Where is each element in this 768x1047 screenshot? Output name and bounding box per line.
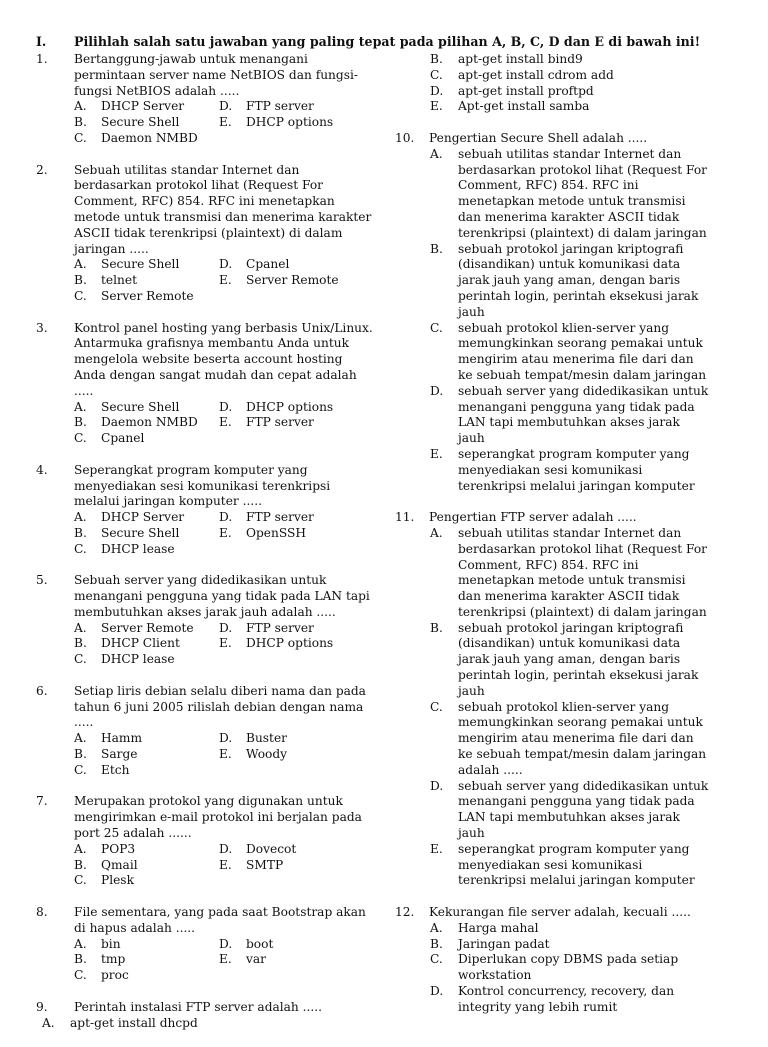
option-b	[74, 952, 219, 968]
option-letter: C.	[430, 699, 443, 714]
option-grid	[74, 937, 376, 984]
option-b	[395, 937, 740, 953]
option-text: bin	[101, 936, 121, 951]
question-stem: Pengertian Secure Shell adalah .....	[429, 130, 648, 145]
question-5	[36, 573, 376, 668]
option-letter: D.	[219, 841, 233, 856]
option-letter: C.	[74, 431, 87, 446]
option-c	[74, 131, 219, 147]
option-c	[395, 321, 740, 384]
option-text: Sarge	[101, 747, 138, 762]
question-9	[36, 1000, 376, 1032]
option-letter: B.	[74, 525, 87, 540]
option-text: Diperlukan copy DBMS pada setiap workstation	[458, 952, 679, 983]
option-c	[395, 952, 740, 984]
option-letter: D.	[219, 99, 233, 114]
option-letter: D.	[219, 936, 233, 951]
question-7	[36, 794, 376, 889]
option-list	[395, 526, 740, 889]
option-e	[219, 858, 376, 874]
option-text: Cpanel	[101, 431, 145, 446]
option-letter: A.	[430, 920, 443, 935]
option-a	[74, 731, 219, 747]
option-b	[395, 52, 740, 68]
option-a	[395, 921, 740, 937]
option-letter: E.	[430, 99, 443, 114]
option-letter: A.	[74, 841, 87, 856]
option-letter: C.	[430, 67, 443, 82]
option-c	[74, 431, 219, 447]
option-grid	[74, 510, 376, 557]
option-letter: E.	[219, 115, 232, 130]
option-text: Qmail	[101, 857, 138, 872]
option-b	[74, 747, 219, 763]
option-letter: A.	[74, 99, 87, 114]
question-1	[36, 52, 376, 147]
option-letter: C.	[430, 320, 443, 335]
option-e	[219, 273, 376, 289]
option-text: Server Remote	[101, 288, 194, 303]
option-d	[395, 984, 740, 1016]
option-text: Jaringan padat	[458, 936, 550, 951]
question-number: 12.	[395, 905, 415, 920]
option-e	[219, 952, 376, 968]
option-letter: C.	[74, 541, 87, 556]
option-letter: E.	[219, 525, 232, 540]
option-text: apt-get install bind9	[458, 52, 583, 66]
option-text: apt-get install cdrom add	[458, 67, 614, 82]
option-letter: A.	[74, 257, 87, 272]
option-d	[219, 400, 376, 416]
question-stem: Sebuah utilitas standar Internet dan berdasarkan protokol lihat (Request For Comment, RFC) 854. RFC ini menetapkan metode untuk transmisi dan menerima karakter ASCII tidak terenkripsi (plaintext) di dalam jaringan .....	[74, 162, 372, 256]
option-text: sebuah protokol klien-server yang memungkinkan seorang pemakai untuk mengirim atau menerima file dari dan ke sebuah tempat/mesin dalam jaringan	[458, 320, 707, 382]
option-letter: C.	[74, 652, 87, 667]
option-text: telnet	[101, 273, 137, 288]
option-grid	[74, 731, 376, 778]
question-number: 6.	[36, 683, 48, 698]
instruction-text: Pilihlah salah satu jawaban yang paling tepat pada pilihan A, B, C, D dan E di bawah ini!	[74, 34, 701, 49]
option-letter: B.	[430, 241, 443, 256]
option-text: sebuah server yang didedikasikan untuk menangani pengguna yang tidak pada LAN tapi membutuhkan akses jarak jauh	[458, 383, 709, 446]
option-letter: C.	[430, 952, 443, 967]
option-grid	[74, 621, 376, 668]
option-grid	[74, 257, 376, 304]
option-letter: B.	[430, 620, 443, 635]
option-letter: B.	[430, 52, 443, 66]
option-letter: C.	[74, 288, 87, 303]
option-b	[395, 242, 740, 321]
option-text: OpenSSH	[246, 525, 306, 540]
question-2	[36, 163, 376, 305]
question-stem: Setiap liris debian selalu diberi nama dan pada tahun 6 juni 2005 rilislah debian dengan nama .....	[74, 683, 366, 730]
option-grid	[74, 400, 376, 447]
option-text: Etch	[101, 762, 130, 777]
question-stem: Perintah instalasi FTP server adalah .....	[74, 999, 323, 1014]
option-text: boot	[246, 936, 274, 951]
question-number: 9.	[36, 999, 48, 1014]
option-letter: A.	[74, 399, 87, 414]
option-b	[74, 115, 219, 131]
option-grid	[74, 99, 376, 146]
question-9-continued	[395, 52, 740, 115]
option-a	[395, 526, 740, 621]
option-text: Secure Shell	[101, 115, 180, 130]
option-text: tmp	[101, 952, 126, 967]
option-d	[219, 99, 376, 115]
option-letter: B.	[74, 952, 87, 967]
option-e	[219, 526, 376, 542]
option-letter: B.	[430, 936, 443, 951]
question-stem: Bertanggung-jawab untuk menangani permintaan server name NetBIOS dan fungsi-fungsi NetBIOS adalah .....	[74, 52, 358, 98]
option-a	[74, 621, 219, 637]
option-letter: D.	[219, 399, 233, 414]
left-column	[36, 52, 376, 1047]
option-text: Secure Shell	[101, 525, 180, 540]
option-letter: E.	[219, 273, 232, 288]
option-b	[395, 621, 740, 700]
question-3	[36, 321, 376, 447]
option-e	[395, 842, 740, 889]
question-number: 8.	[36, 905, 48, 920]
option-text: FTP server	[246, 620, 314, 635]
option-letter: D.	[430, 83, 444, 98]
option-text: sebuah protokol klien-server yang memungkinkan seorang pemakai untuk mengirim atau menerima file dari dan ke sebuah tempat/mesin dalam jaringan adalah .....	[458, 699, 707, 777]
option-c	[74, 289, 219, 305]
option-text: DHCP Server	[101, 99, 185, 114]
option-c	[74, 873, 219, 889]
option-b	[74, 636, 219, 652]
question-stem: Sebuah server yang didedikasikan untuk menangani pengguna yang tidak pada LAN tapi membutuhkan akses jarak jauh adalah .....	[74, 573, 370, 619]
option-letter: E.	[219, 747, 232, 762]
question-number: 5.	[36, 573, 48, 588]
option-text: sebuah server yang didedikasikan untuk menangani pengguna yang tidak pada LAN tapi membutuhkan akses jarak jauh	[458, 778, 709, 841]
option-c	[74, 968, 219, 984]
option-text: Buster	[246, 731, 287, 746]
option-list	[395, 921, 740, 1016]
option-b	[74, 858, 219, 874]
question-number: 10.	[395, 130, 415, 145]
option-text: Secure Shell	[101, 257, 180, 272]
option-c	[74, 763, 219, 779]
option-letter: A.	[430, 525, 443, 540]
question-number: 3.	[36, 320, 48, 335]
option-e	[219, 747, 376, 763]
option-text: FTP server	[246, 510, 314, 525]
option-text: proc	[101, 968, 129, 983]
option-b	[74, 415, 219, 431]
option-letter: D.	[430, 383, 444, 398]
option-text: var	[246, 952, 266, 967]
question-number: 7.	[36, 794, 48, 809]
option-d	[219, 510, 376, 526]
option-text: DHCP Server	[101, 510, 185, 525]
question-number: 11.	[395, 510, 415, 525]
option-text: Apt-get install samba	[458, 99, 590, 114]
option-letter: D.	[219, 510, 233, 525]
option-c	[74, 652, 219, 668]
option-text: Daemon NMBD	[101, 130, 198, 145]
option-d	[395, 779, 740, 842]
option-e	[219, 415, 376, 431]
option-list	[395, 147, 740, 495]
option-d	[219, 731, 376, 747]
section-number: I.	[36, 34, 47, 49]
question-8	[36, 905, 376, 984]
option-letter: A.	[74, 510, 87, 525]
option-letter: A.	[74, 936, 87, 951]
option-e	[395, 447, 740, 494]
option-c	[74, 542, 219, 558]
question-11	[395, 510, 740, 889]
option-text: Server Remote	[101, 620, 194, 635]
option-text: sebuah protokol jaringan kriptografi (disandikan) untuk komunikasi data jarak jauh yang aman, dengan baris perintah login, perintah eksekusi jarak jauh	[458, 241, 699, 319]
question-stem: Kontrol panel hosting yang berbasis Unix/Linux. Antarmuka grafisnya membantu Anda untuk mengelola website beserta account hosting Anda dengan sangat mudah dan cepat adalah .....	[74, 320, 373, 398]
question-stem: Seperangkat program komputer yang menyediakan sesi komunikasi terenkripsi melalui jaringan komputer .....	[74, 462, 331, 509]
option-letter: D.	[219, 731, 233, 746]
option-text: Kontrol concurrency, recovery, dan integrity yang lebih rumit	[458, 984, 675, 1014]
option-grid	[74, 842, 376, 889]
option-text: sebuah protokol jaringan kriptografi (disandikan) untuk komunikasi data jarak jauh yang aman, dengan baris perintah login, perintah eksekusi jarak jauh	[458, 620, 699, 698]
option-letter: A.	[42, 1015, 55, 1030]
option-text: Harga mahal	[458, 920, 539, 935]
option-letter: B.	[74, 747, 87, 762]
option-d	[395, 384, 740, 447]
question-stem: Pengertian FTP server adalah .....	[429, 510, 637, 525]
option-list	[395, 52, 740, 115]
option-text: Cpanel	[246, 257, 290, 272]
option-text: seperangkat program komputer yang menyediakan sesi komunikasi terenkripsi melalui jaringan komputer	[458, 446, 695, 493]
option-letter: E.	[430, 841, 443, 856]
option-text: Daemon NMBD	[101, 415, 198, 430]
option-letter: E.	[219, 952, 232, 967]
option-d	[219, 842, 376, 858]
option-letter: D.	[219, 257, 233, 272]
option-text: Server Remote	[246, 273, 339, 288]
option-text: DHCP options	[246, 399, 334, 414]
option-letter: C.	[74, 762, 87, 777]
option-text: FTP server	[246, 99, 314, 114]
option-text: DHCP options	[246, 115, 334, 130]
option-text: DHCP lease	[101, 541, 175, 556]
question-4	[36, 463, 376, 558]
option-d	[395, 84, 740, 100]
option-letter: C.	[74, 873, 87, 888]
option-letter: A.	[74, 620, 87, 635]
option-letter: E.	[219, 636, 232, 651]
option-letter: E.	[219, 415, 232, 430]
option-a	[74, 510, 219, 526]
option-a	[74, 400, 219, 416]
option-e	[219, 636, 376, 652]
option-b	[74, 526, 219, 542]
option-text: DHCP lease	[101, 652, 175, 667]
option-letter: D.	[219, 620, 233, 635]
option-text: Hamm	[101, 731, 143, 746]
option-a	[74, 257, 219, 273]
question-stem: File sementara, yang pada saat Bootstrap akan di hapus adalah .....	[74, 905, 366, 935]
option-text: Dovecot	[246, 841, 297, 856]
option-text: apt-get install dhcpd	[70, 1015, 198, 1030]
option-letter: E.	[219, 857, 232, 872]
option-text: SMTP	[246, 857, 284, 872]
question-number: 4.	[36, 462, 48, 477]
option-letter: B.	[74, 115, 87, 130]
option-letter: A.	[74, 731, 87, 746]
option-b	[74, 273, 219, 289]
instruction-header	[36, 34, 756, 50]
option-text: FTP server	[246, 415, 314, 430]
option-d	[219, 937, 376, 953]
option-a	[74, 99, 219, 115]
option-text: POP3	[101, 841, 136, 856]
option-a	[74, 842, 219, 858]
option-letter: B.	[74, 273, 87, 288]
option-letter: A.	[430, 146, 443, 161]
option-letter: B.	[74, 636, 87, 651]
option-c	[395, 68, 740, 84]
option-e	[395, 99, 740, 115]
option-letter: B.	[74, 857, 87, 872]
question-6	[36, 684, 376, 779]
question-10	[395, 131, 740, 494]
right-column	[395, 52, 740, 1031]
option-text: seperangkat program komputer yang menyediakan sesi komunikasi terenkripsi melalui jaringan komputer	[458, 841, 695, 888]
question-number: 2.	[36, 162, 48, 177]
option-text: Secure Shell	[101, 399, 180, 414]
option-text: DHCP options	[246, 636, 334, 651]
option-text: Woody	[246, 747, 288, 762]
option-a	[395, 147, 740, 242]
option-d	[219, 257, 376, 273]
option-letter: D.	[430, 778, 444, 793]
option-text: DHCP Client	[101, 636, 180, 651]
option-letter: C.	[74, 968, 87, 983]
option-d	[219, 621, 376, 637]
option-e	[219, 115, 376, 131]
option-c	[395, 700, 740, 779]
option-a	[74, 937, 219, 953]
option-text: Plesk	[101, 873, 134, 888]
question-stem: Kekurangan file server adalah, kecuali .....	[429, 905, 691, 920]
question-stem: Merupakan protokol yang digunakan untuk mengirimkan e-mail protokol ini berjalan pada port 25 adalah ......	[74, 794, 362, 841]
option-text: sebuah utilitas standar Internet dan berdasarkan protokol lihat (Request For Comment, RFC) 854. RFC ini menetapkan metode untuk transmisi dan menerima karakter ASCII tidak terenkripsi (plaintext) di dalam jaringan	[458, 525, 707, 619]
option-letter: D.	[430, 984, 444, 999]
question-12	[395, 905, 740, 1016]
option-letter: B.	[74, 415, 87, 430]
question-number: 1.	[36, 52, 48, 66]
option-letter: E.	[430, 446, 443, 461]
option-letter: C.	[74, 130, 87, 145]
option-text: apt-get install proftpd	[458, 83, 594, 98]
option-text: sebuah utilitas standar Internet dan berdasarkan protokol lihat (Request For Comment, RFC) 854. RFC ini menetapkan metode untuk transmisi dan menerima karakter ASCII tidak terenkripsi (plaintext) di dalam jaringan	[458, 146, 707, 240]
